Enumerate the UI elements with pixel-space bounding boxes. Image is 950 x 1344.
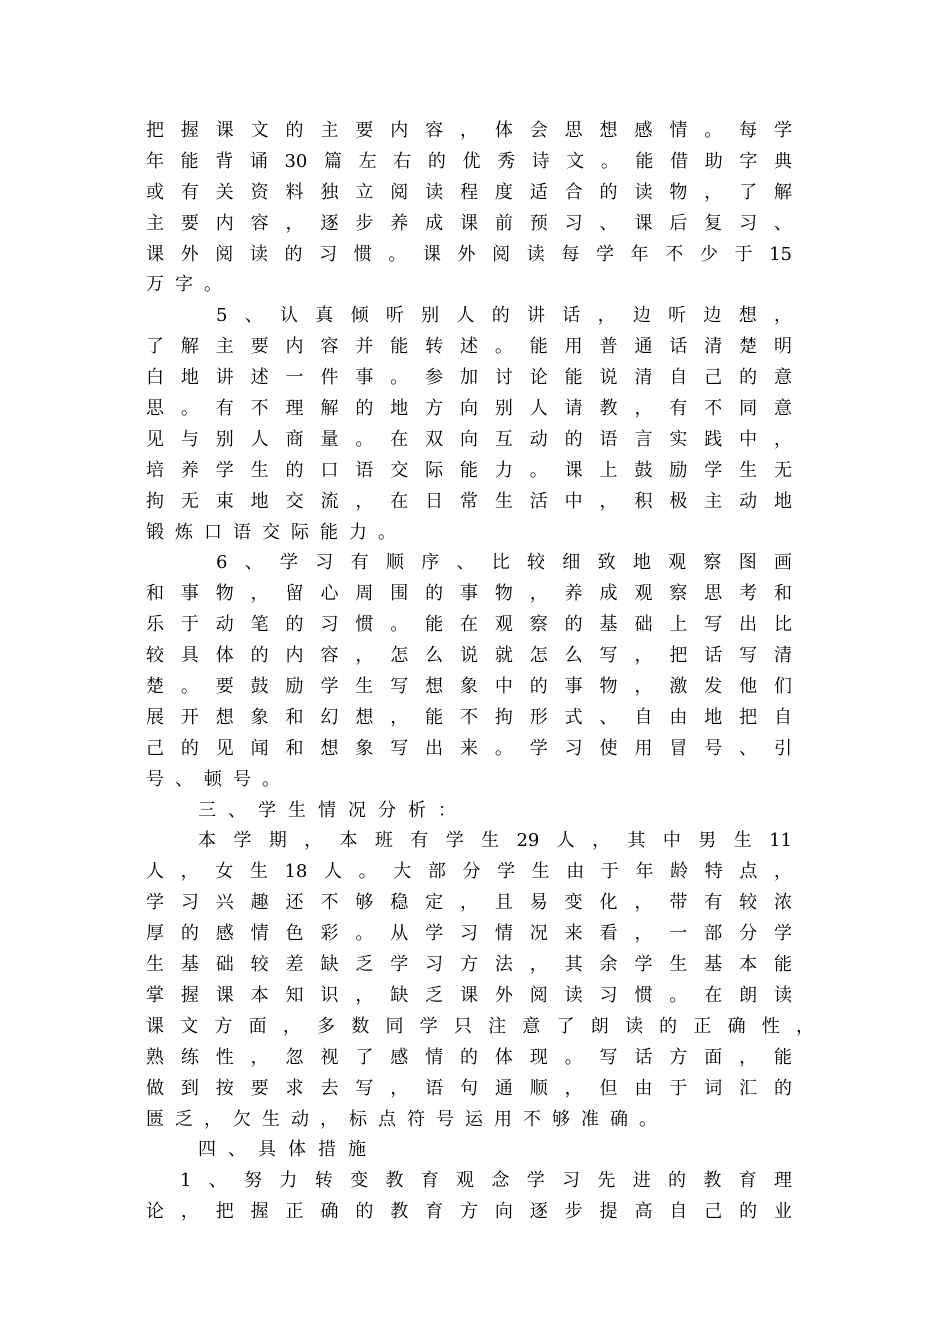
text-line: 见与别人商量。在双向互动的语言实践中，	[146, 428, 792, 450]
text-line: 白地讲述一件事。参加讨论能说清自己的意	[146, 367, 792, 389]
text-line: 厚的感情色彩。从学习情况来看，一部分学	[146, 923, 792, 945]
text-line: 年能背诵30篇左右的优秀诗文。能借助字典	[146, 150, 792, 172]
text-line: 课文方面，多数同学只注意了朗读的正确性，	[146, 1015, 814, 1037]
text-line: 掌握课本知识，缺乏课外阅读习惯。在朗读	[146, 984, 792, 1006]
text-line: 拘无束地交流，在日常生活中，积极主动地	[146, 490, 792, 512]
text-line: 熟练性，忽视了感情的体现。写话方面，能	[146, 1046, 792, 1068]
text-line: 锻炼口语交际能力。	[146, 521, 407, 543]
text-line: 万字。	[146, 274, 233, 296]
section-heading: 三、学生情况分析：	[198, 799, 468, 821]
text-line: 培养学生的口语交际能力。课上鼓励学生无	[146, 459, 792, 481]
text-line: 论，把握正确的教育方向逐步提高自己的业	[146, 1201, 792, 1223]
text-line: 把握课文的主要内容，体会思想感情。每学	[146, 120, 792, 141]
text-line: 人，女生18人。大部分学生由于年龄特点，	[146, 861, 792, 883]
text-line: 了解主要内容并能转述。能用普通话清楚明	[146, 336, 792, 358]
text-line: 楚。要鼓励学生写想象中的事物，激发他们	[146, 676, 792, 698]
text-line: 课外阅读的习惯。课外阅读每学年不少于15	[146, 243, 792, 265]
text-line: 和事物，留心周围的事物，养成观察思考和	[146, 583, 792, 605]
paragraph-start-line: 1、努力转变教育观念学习先进的教育理	[180, 1170, 792, 1192]
text-line: 或有关资料独立阅读程度适合的读物，了解	[146, 181, 792, 203]
text-line: 己的见闻和想象写出来。学习使用冒号、引	[146, 737, 792, 759]
paragraph-start-line: 5、认真倾听别人的讲话，边听边想，	[216, 305, 792, 327]
text-line: 较具体的内容，怎么说就怎么写，把话写清	[146, 645, 792, 667]
text-line: 做到按要求去写，语句通顺，但由于词汇的	[146, 1077, 792, 1099]
text-line: 学习兴趣还不够稳定，且易变化，带有较浓	[146, 892, 792, 914]
text-line: 展开想象和幻想，能不拘形式、自由地把自	[146, 706, 792, 728]
text-line: 匮乏，欠生动，标点符号运用不够准确。	[146, 1108, 668, 1130]
section-heading: 四、具体措施	[198, 1139, 378, 1161]
text-line: 思。有不理解的地方向别人请教，有不同意	[146, 398, 792, 420]
paragraph-start-line: 本学期，本班有学生29人，其中男生11	[198, 830, 792, 852]
text-line: 乐于动笔的习惯。能在观察的基础上写出比	[146, 614, 792, 636]
text-line: 号、顿号。	[146, 768, 291, 790]
paragraph-start-line: 6、学习有顺序、比较细致地观察图画	[216, 552, 792, 574]
text-line: 主要内容，逐步养成课前预习、课后复习、	[146, 212, 792, 234]
text-line: 生基础较差缺乏学习方法，其余学生基本能	[146, 954, 792, 976]
document-body	[146, 116, 814, 1228]
